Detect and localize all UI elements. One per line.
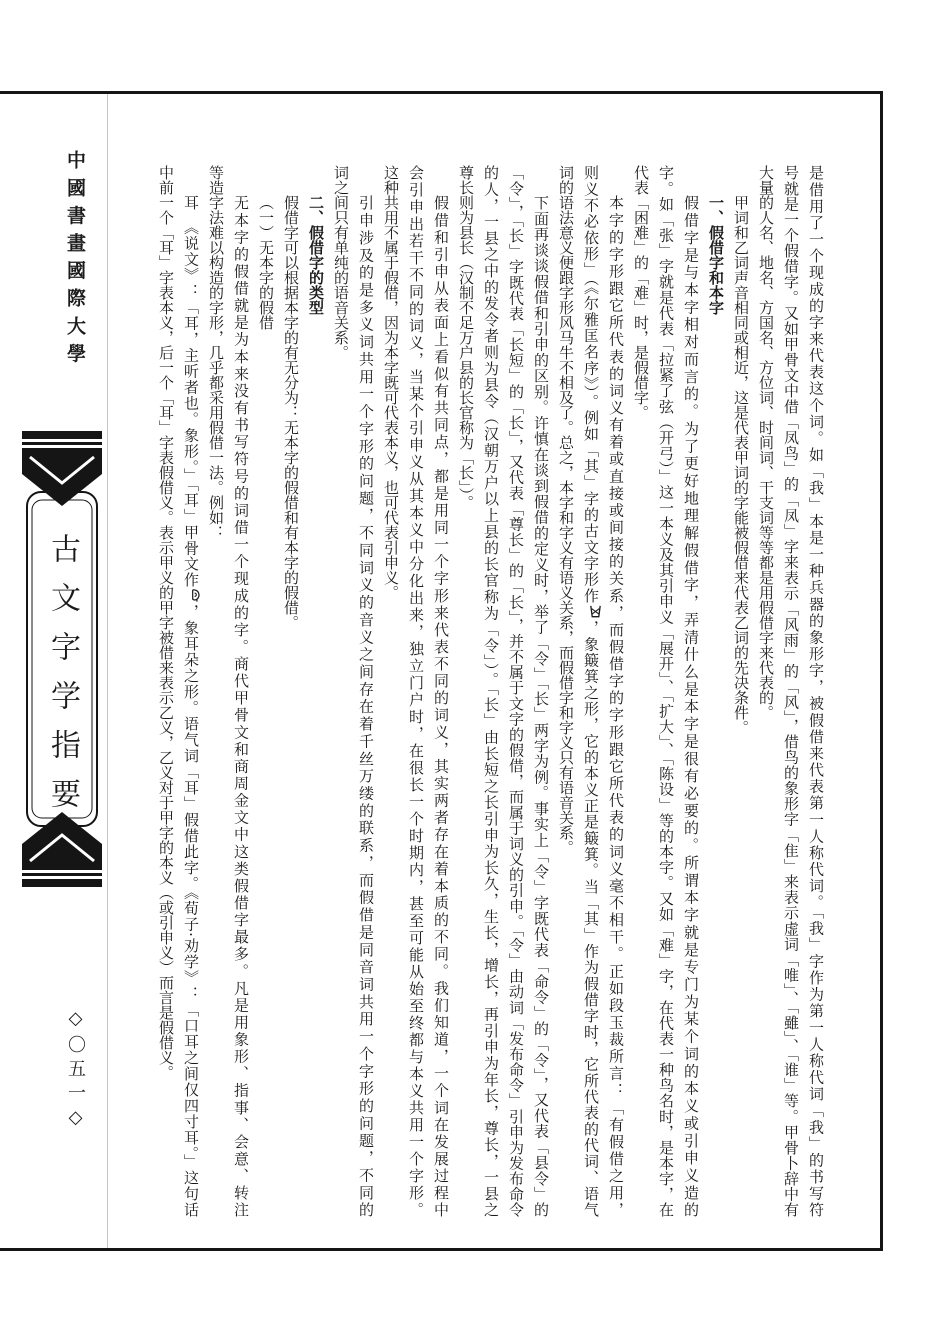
- book-title: 古文字学指要: [45, 533, 80, 827]
- text-column-22: 假借字可以根据本字的有无分为：无本字的假借和有本字的假借。: [282, 195, 300, 630]
- text-column-20: 词之间只有单纯的语音关系。: [332, 165, 350, 360]
- text-column-25: 等造字法难以构造的字形，几乎都采用假借一法。例如：: [207, 165, 225, 540]
- ancient-er-glyph-icon: [188, 588, 203, 603]
- subsection-heading: （一）无本字的假借: [257, 195, 275, 330]
- text-segment: 则义不必依形」（《尔雅匡名序》）。例如「其」字的古文字形作: [582, 165, 600, 604]
- page-number: ◇〇五一◇: [65, 1008, 86, 1134]
- text-column-18: 这种共用不属于假借，因为本字既可代表本义，也可代表引申义。: [382, 165, 400, 600]
- frame-right-rule: [880, 91, 883, 1251]
- ancient-qi-glyph-icon: [588, 604, 603, 619]
- text-column-16: 假借和引申从表面上看似有共同点，都是用同一个字形来代表不同的词义，其实两者存在着本质的不同。我们知道，一个词在发展过程中: [432, 195, 450, 1217]
- text-column-24: 无本字的假借就是为本来没有书写符号的词借一个现成的字。商代甲骨文和商周金文中这类假借字最多。凡是用象形、指事、会意、转注: [232, 195, 250, 1217]
- text-segment: 耳 《说文》：「耳，主听者也。象形。」「耳」甲骨文作: [182, 195, 200, 588]
- text-column-27: 中前一个「耳」字表本义，后一个「耳」字表假借义。表示甲义的甲字被借来表示乙义，乙义对于甲字的本义（或引申义）而言是假借义。: [157, 165, 175, 1080]
- body-text: [152, 165, 828, 1217]
- institution-name: 中國書畫國際大學: [64, 150, 86, 371]
- frame-top-rule: [0, 91, 883, 94]
- text-column-7: 字。如「张」字就是代表「拉紧了弦（开弓）」这一本义及其引申义「展开」、「扩大」、「陈设」等的本字。又如「难」字，在代表一种鸟名时，是本字，在: [657, 165, 675, 1217]
- text-column-19: 引申涉及的是多义词共用一个字形的问题，不同词义的音义之间存在着千丝万缕的联系，而假借是同音词共用一个字形的问题，不同的: [357, 195, 375, 1217]
- text-column-6: 假借字是与本字相对而言的。为了更好地理解假借字，弄清什么是本字是很有必要的。所谓本字就是专门为某个词的本义或引申义造的: [682, 195, 700, 1217]
- text-column-2: 号就是一个假借字。又如甲骨文中借「凤鸟」的「凤」字来表示「风雨」的「风」，借鸟的象形字「隹」来表示虚词「唯」、「雖」、「谁」等。甲骨卜辞中有: [782, 165, 800, 1217]
- text-column-12: 下面再谈谈假借和引申的区别。许慎在谈到假借的定义时，举了「令」「长」两字为例。事实上「令」字既代表「命令」的「令」，又代表「县令」的: [532, 195, 550, 1217]
- text-column-13: 「令」，「长」字既代表「长短」的「长」，又代表「尊长」的「长」，并不属于文字的假借，而属于词义的引申。「令」由动词「发布命令」引申为发布命令: [507, 165, 525, 1217]
- section-heading-2: 二、假借字的类型: [307, 195, 325, 315]
- text-column-9: 本字的字形跟它所代表的词义有着或直接或间接的关系，而假借字的字形跟它所代表的词义毫不相干。正如段玉裁所言：「有假借之用，: [607, 195, 625, 1217]
- text-column-11: 词的语法意义便跟字形风马牛不相及了。总之，本字和字义有语义关系，而假借字和字义只有语音关系。: [557, 165, 575, 855]
- text-column-14: 的人，一县之中的发令者则为县令（汉朝万户以上县的长官称为「令」）。「长」由长短之长引申为长久，生长，增长，再引申为年长，尊长，一县之: [482, 165, 500, 1217]
- text-column-26: [178, 165, 203, 1217]
- text-column-1: 是借用了一个现成的字来代表这个词。如「我」本是一种兵器的象形字，被假借来代表第一人称代词。「我」字作为第一人称代词「我」的书写符: [807, 165, 825, 1217]
- frame-bottom-rule: [0, 1248, 883, 1251]
- text-column-4: 甲词和乙词声音相同或相近，这是代表甲词的字能被假借来代表乙词的先决条件。: [732, 195, 750, 735]
- text-column-8: 代表「困难」的「难」时，是假借字。: [632, 165, 650, 420]
- text-column-17: 会引申出若干不同的词义，当某个引申义从其本义中分化出来，独立门户时，在很长一个时期内，甚至可能从始至终都与本义共用一个字形。: [407, 165, 425, 1217]
- text-segment: ，象耳朵之形。语气词「耳」假借此字。《荀子·劝学》：「口耳之间仅四寸耳。」这句话: [182, 603, 200, 1217]
- text-column-3: 大量的人名、地名、方国名、方位词、时间词、干支词等等都是用假借字来代表的。: [757, 165, 775, 720]
- text-column-15: 尊长则为县长（汉制不足万户县的长官称为「长」）。: [457, 165, 475, 510]
- text-column-10: [578, 165, 603, 1217]
- section-heading-1: 一、假借字和本字: [707, 195, 725, 315]
- text-segment: ，象簸箕之形，它的本义正是簸箕。当「其」作为假借字时，它所代表的代词、语气: [582, 618, 600, 1218]
